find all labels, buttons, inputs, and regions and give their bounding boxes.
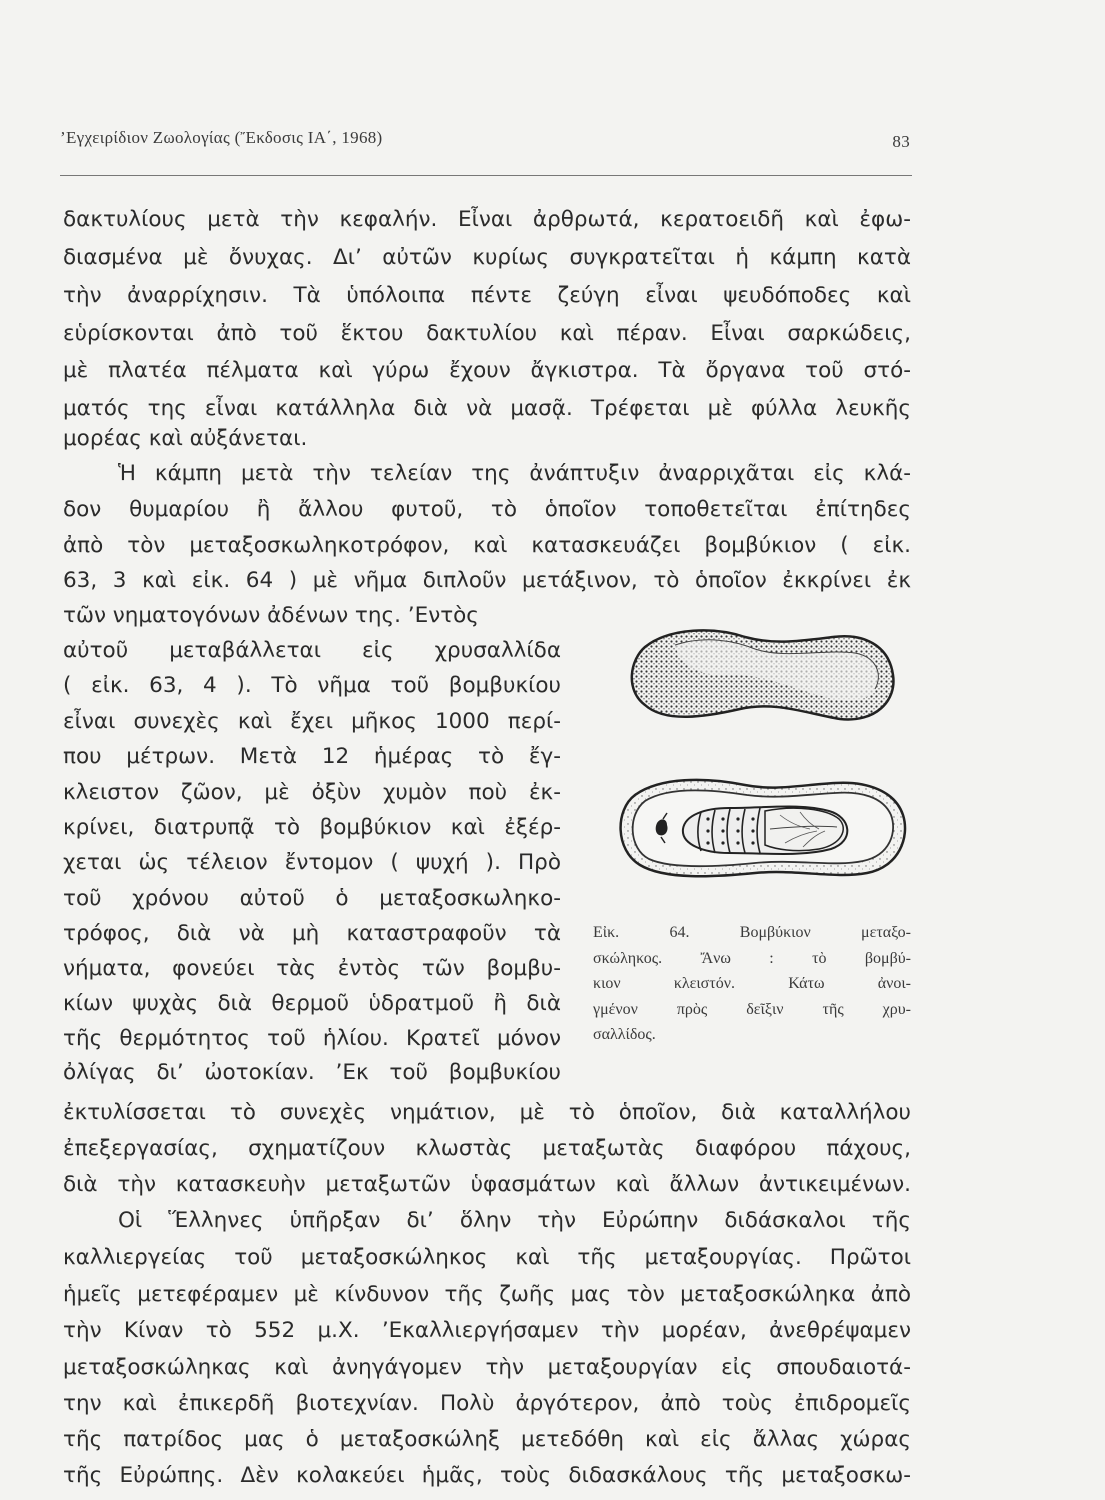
text-line: τὴν ἀναρρίχησιν. Τὰ ὑπόλοιπα πέντε ζεύγη εἶναι ψευδόποδες καὶ — [63, 283, 911, 308]
text-line: μὲ πλατέα πέλματα καὶ γύρω ἔχουν ἄγκιστρα. Τὰ ὄργανα τοῦ στό- — [63, 358, 911, 383]
text-line: 63, 3 καὶ εἰκ. 64 ) μὲ νῆμα διπλοῦν μετάξινον, τὸ ὁποῖον ἐκκρίνει ἐκ — [63, 568, 911, 593]
opened-cocoon — [621, 780, 905, 876]
page-number: 83 — [892, 132, 910, 151]
figure-caption — [593, 920, 911, 1048]
text-line: τῆς πατρίδος μας ὁ μεταξοσκώληξ μετεδόθη καὶ εἰς ἄλλας χώρας — [63, 1427, 911, 1452]
text-line: τῆς θερμότητος τοῦ ἡλίου. Κρατεῖ μόνον — [63, 1026, 561, 1051]
caption-line: σαλλίδος. — [593, 1026, 656, 1043]
text-line: που μέτρων. Μετὰ 12 ἡμέρας τὸ ἔγ- — [63, 744, 561, 769]
text-line: τοῦ χρόνου αὐτοῦ ὁ μεταξοσκωληκο- — [63, 886, 561, 911]
text-line: την καὶ ἐπικερδῆ βιοτεχνίαν. Πολὺ ἀργότερον, ἀπὸ τοὺς ἐπιδρομεῖς — [63, 1391, 911, 1416]
closed-cocoon — [632, 630, 894, 719]
text-line: νήματα, φονεύει τὰς ἐντὸς τῶν βομβυ- — [63, 956, 561, 981]
text-line: δακτυλίους μετὰ τὴν κεφαλήν. Εἶναι ἀρθρωτά, κερατοειδῆ καὶ ἐφω- — [63, 207, 911, 232]
text-line: διασμένα μὲ ὄνυχας. Δι’ αὐτῶν κυρίως συγκρατεῖται ἡ κάμπη κατὰ — [63, 245, 911, 270]
text-line: κλειστον ζῶον, μὲ ὀξὺν χυμὸν ποὺ ἐκ- — [63, 780, 561, 805]
text-line: ἀπὸ τὸν μεταξοσκωληκοτρόφον, καὶ κατασκευάζει βομβύκιον ( εἰκ. — [63, 533, 911, 558]
text-line: δον θυμαρίου ἢ ἄλλου φυτοῦ, τὸ ὁποῖον τοποθετεῖται ἐπίτηδες — [63, 497, 911, 522]
cocoon-illustration — [605, 605, 915, 905]
text-line: κίων ψυχὰς διὰ θερμοῦ ὑδρατμοῦ ἢ διὰ — [63, 991, 561, 1016]
text-line: ἐπεξεργασίας, σχηματίζουν κλωστὰς μεταξωτὰς διαφόρου πάχους, — [63, 1136, 911, 1161]
text-line: χεται ὡς τέλειον ἔντομον ( ψυχή ). Πρὸ — [63, 850, 561, 875]
text-line: ὀλίγας δι’ ὠοτοκίαν. ’Εκ τοῦ βομβυκίου — [63, 1060, 561, 1085]
text-line: αὐτοῦ μεταβάλλεται εἰς χρυσαλλίδα — [63, 638, 561, 663]
text-line: μεταξοσκώληκας καὶ ἀνηγάγομεν τὴν μεταξουργίαν εἰς σπουδαιοτά- — [63, 1355, 911, 1380]
text-line: διὰ τὴν κατασκευὴν μεταξωτῶν ὑφασμάτων καὶ ἄλλων ἀντικειμένων. — [63, 1172, 911, 1197]
caption-line: κιον κλειστόν. Κάτω ἀνοι- — [593, 975, 911, 992]
text-line: ματός της εἶναι κατάλληλα διὰ νὰ μασᾷ. Τρέφεται μὲ φύλλα λευκῆς — [63, 396, 911, 421]
running-title: ’Εγχειρίδιον Ζωολογίας (Ἔκδοσις ΙΑ΄, 1968) — [60, 128, 383, 147]
text-line: τὴν Κίναν τὸ 552 μ.Χ. ’Εκαλλιεργήσαμεν τὴν μορέαν, ἀνεθρέψαμεν — [63, 1318, 911, 1343]
text-line: ἡμεῖς μετεφέραμεν μὲ κίνδυνον τῆς ζωῆς μας τὸν μεταξοσκώληκα ἀπὸ — [63, 1282, 911, 1307]
text-line: καλλιεργείας τοῦ μεταξοσκώληκος καὶ τῆς μεταξουργίας. Πρῶτοι — [63, 1245, 911, 1270]
text-line: ἐκτυλίσσεται τὸ συνεχὲς νημάτιον, μὲ τὸ ὁποῖον, διὰ καταλλήλου — [63, 1100, 911, 1125]
text-line: ( εἰκ. 63, 4 ). Τὸ νῆμα τοῦ βομβυκίου — [63, 673, 561, 698]
header-rule — [60, 175, 912, 176]
caption-line: σκώληκος. Ἄνω : τὸ βομβύ- — [593, 949, 911, 967]
text-line: Οἱ Ἕλληνες ὑπῆρξαν δι’ ὅλην τὴν Εὐρώπην διδάσκαλοι τῆς — [118, 1208, 911, 1233]
text-line: Ἡ κάμπη μετὰ τὴν τελείαν της ἀνάπτυξιν ἀναρριχᾶται εἰς κλά- — [118, 461, 911, 486]
text-line: κρίνει, διατρυπᾷ τὸ βομβύκιον καὶ ἐξέρ- — [63, 815, 561, 840]
text-line: τρόφος, διὰ νὰ μὴ καταστραφοῦν τὰ — [63, 921, 561, 946]
text-line: εὑρίσκονται ἀπὸ τοῦ ἕκτου δακτυλίου καὶ πέραν. Εἶναι σαρκώδεις, — [63, 321, 911, 346]
caption-line: γμένον πρὸς δεῖξιν τῆς χρυ- — [593, 1000, 911, 1018]
text-line: εἶναι συνεχὲς καὶ ἔχει μῆκος 1000 περί- — [63, 709, 561, 734]
text-line: τῆς Εὐρώπης. Δὲν κολακεύει ἡμᾶς, τοὺς διδασκάλους τῆς μεταξοσκω- — [63, 1463, 911, 1488]
caption-line: Εἰκ. 64. Βομβύκιον μεταξο- — [593, 924, 911, 941]
text-line: τῶν νηματογόνων ἀδένων της. ’Εντὸς — [63, 603, 479, 628]
text-line: μορέας καὶ αὐξάνεται. — [63, 426, 308, 451]
